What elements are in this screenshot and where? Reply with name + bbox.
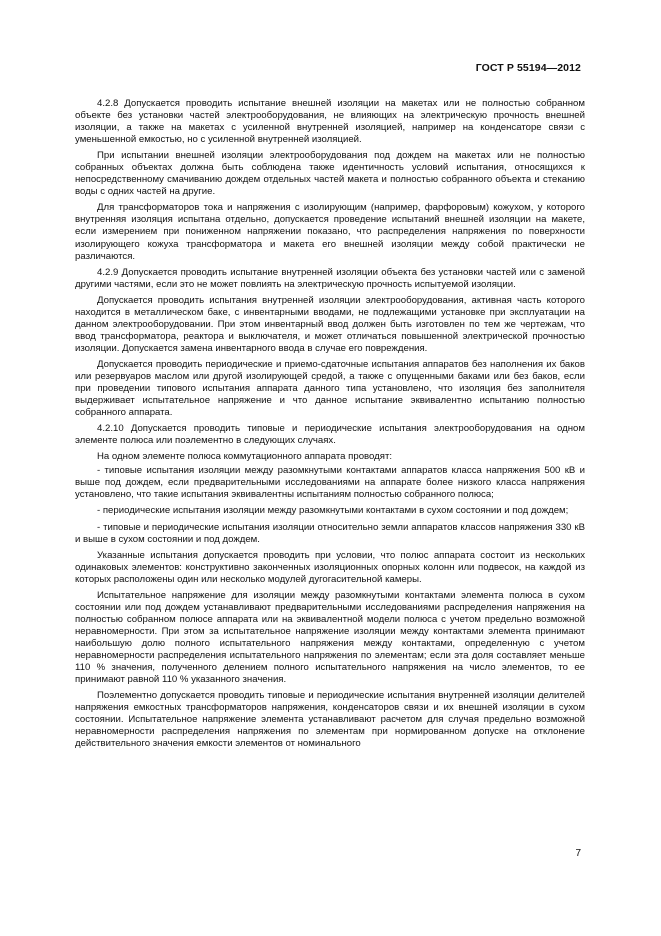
paragraph-element-wise: Поэлементно допускается проводить типовые и периодические испытания внутренней изоляции делителей напряжения емкостных трансформаторов напряжения, конденсаторов связи и их внешней изоляции в сухом состоянии. Испытательное напряжение элемента устанавливают расчетом для случая предельно возможной неравномерности распределения напряжения по элементам при нормированном допуске на отклонение действительного значения емкости элементов от номинального <box>75 690 585 750</box>
paragraph-4-2-9: 4.2.9 Допускается проводить испытание внутренней изоляции объекта без установки частей или с заменой другими частями, если это не может повлиять на электрическую прочность испытуемой изоляции. <box>75 266 585 290</box>
paragraph-transformers: Для трансформаторов тока и напряжения с изолирующим (например, фарфоровым) кожухом, у которого внутренняя изоляция испытана отдельно, допускается проведение испытаний внешней изоляции на макете, если измерением при пониженном напряжении показано, что распределения напряжения по поверхности изолирующего кожуха трансформатора и макета его внешней изоляции между собой практически не различаются. <box>75 202 585 262</box>
page-number <box>575 848 581 859</box>
paragraph-inventory-bushings: Допускается проводить испытания внутренней изоляции электрооборудования, активная часть которого находится в металлическом баке, с инвентарными вводами, не подлежащими установке при эксплуатации на данном электрооборудовании. При этом инвентарный ввод должен быть изготовлен по тем же чертежам, что ввод трансформатора, реактора и выключателя, и может отличаться повышенной электрической прочностью изоляции. Допускается замена инвентарного ввода в случае его повреждения. <box>75 294 585 354</box>
paragraph-conditions: Указанные испытания допускается проводить при условии, что полюс аппарата состоит из нескольких одинаковых элементов: конструктивно законченных изоляционных опорных колонн или подвесок, на каждой из которых расположены один или несколько модулей дугогасительной камеры. <box>75 549 585 585</box>
paragraph-without-oil: Допускается проводить периодические и приемо-сдаточные испытания аппаратов без наполнения их баков или резервуаров маслом или другой изолирующей средой, а также с опущенными баками или без баков, если при проведении типового испытания аппарата данного типа установлено, что изоляция без заполнителя выдерживает испытательное напряжение и что данное испытание эквивалентно испытанию полностью собранного аппарата. <box>75 358 585 419</box>
list-item-type-tests: - типовые испытания изоляции между разомкнутыми контактами аппаратов класса напряжения 500 кВ и выше под дождем, если предварительными исследованиями на аппарате более низкого класса напряжения установлено, что такие испытания эквивалентны испытаниям полностью собранного полюса; <box>75 465 585 501</box>
paragraph-4-2-10: 4.2.10 Допускается проводить типовые и периодические испытания электрооборудования на одном элементе полюса или поэлементно в следующих случаях. <box>75 423 585 447</box>
document-header <box>476 62 581 74</box>
list-item-ground-tests: - типовые и периодические испытания изоляции относительно земли аппаратов классов напряжения 330 кВ и выше в сухом состоянии и под дождем. <box>75 521 585 545</box>
paragraph-4-2-8: 4.2.8 Допускается проводить испытание внешней изоляции на макетах или не полностью собранном объекте без установки частей электрооборудования, не влияющих на электрическую прочность внешней изоляции, а также на макетах с усиленной внутренней изоляцией, например на конденсаторе связи с уменьшенной емкостью, но с усиленной внутренней изоляцией. <box>75 98 585 146</box>
paragraph-single-element-intro: На одном элементе полюса коммутационного аппарата проводят: <box>97 451 393 463</box>
standard-designation: ГОСТ Р 55194—2012 <box>475 62 581 74</box>
page-number-value: 7 <box>575 848 581 859</box>
document-body <box>75 98 585 754</box>
paragraph-test-voltage: Испытательное напряжение для изоляции между разомкнутыми контактами элемента полюса в сухом состоянии или под дождем устанавливают предварительными исследованиями распределения напряжения на полностью собранном полюсе аппарата или на эквивалентной модели полюса с учетом предельно возможной неравномерности. При этом за испытательное напряжение изоляции между контактами элемента принимают наибольшую долю полного испытательного напряжения между контактами, определенную с учетом неравномерности распределения испытательного напряжения по элементам; если эта доля составляет меньше 110 % значения, полученного делением полного испытательного напряжения на число элементов, то ее принимают равной 110 % указанного значения. <box>75 589 585 686</box>
list-item-periodic-tests: - периодические испытания изоляции между разомкнутыми контактами в сухом состоянии и под дождем; <box>97 505 569 517</box>
paragraph-rain-test: При испытании внешней изоляции электрооборудования под дождем на макетах или не полностью собранных объектах должна быть соблюдена также идентичность условий испытания, относящихся к непосредственному смачиванию дождем отдельных частей макета и полностью собранного объекта и стеканию воды с одних частей на другие. <box>75 150 585 198</box>
